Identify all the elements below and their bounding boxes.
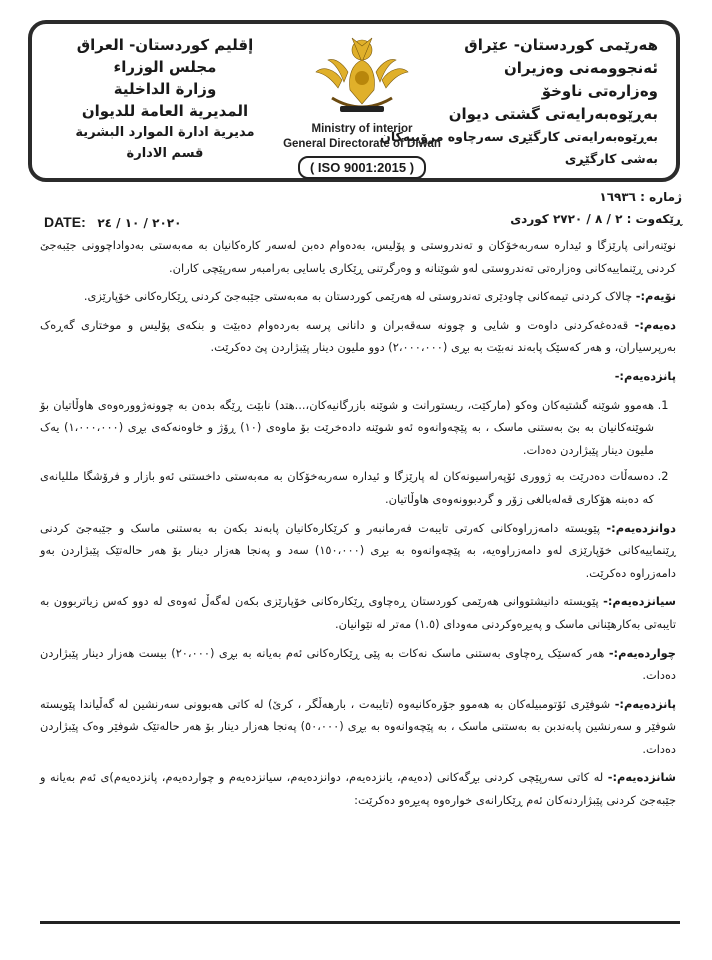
directorate-name-en: General Directorate of Diwan	[283, 138, 441, 150]
clause-label: دوانزدەیەم:-	[606, 520, 676, 535]
arabic-line: المديرية العامة للديوان	[81, 102, 249, 120]
intro-paragraph: نوێنەرانی پارێزگا و ئیدارە سەربەخۆکان و تەندروستی و پۆلیس، بەدەوام دەبن لەسەر کارەکانیان بە مەبەستی بەدواداچوونی جێبەجێ کردنی ڕێنماییەکانی وەزارەتی تەندروستی لەو شوێنانە و وەرگرتنی ڕێکاری یاسایی بەرامبەر سەرپێچی کاران.	[40, 238, 676, 275]
clause-text: لە کاتی سەرپێچی کردنی بڕگەکانی (دەیەم، یانزدەیەم، دوانزدەیەم، سیانزدەیەم و چواردەیەم، پانزدەیەم)ی ئەم بەیانە و جێبەجێ کردنی پێبژاردنەکان ئەم ڕێکارانەی خوارەوە پەیڕەو دەکرێت:	[40, 770, 676, 808]
kurdish-line: وەزارەتی ناوخۆ	[541, 82, 658, 100]
arabic-line: مجلس الوزراء	[113, 58, 217, 76]
clause-label: شانزدەیەم:-	[607, 770, 676, 785]
clause-label: پانزدەیەم:-	[614, 696, 676, 711]
date-label: DATE:	[44, 214, 86, 230]
clause-label: سیانزدەیەم:-	[603, 594, 676, 609]
letterhead-arabic	[50, 34, 280, 164]
clause-label: نۆیەم:-	[635, 289, 676, 304]
clause-text: هەر کەسێک ڕەچاوی بەستنی ماسک نەکات بە پێی ڕێکارەکانی ئەم بەیانە بە بڕی (٢٠،٠٠٠) بیست هەزار دینار پێبژاردن دەدات.	[40, 645, 676, 683]
letterhead-center	[277, 32, 447, 179]
document-date	[44, 212, 181, 231]
clause-text: چالاک کردنی تیمەکانی چاودێری تەندروستی لە هەرێمی کوردستان بە مەبەستی جێبەجێ کردنی ڕێکارەکانی خۆپارێزی.	[83, 289, 636, 304]
clause-fifteenth-list	[40, 394, 676, 511]
kurdish-line: بەڕێوەبەرایەتی گشتی دیوان	[448, 105, 658, 123]
reference-kurdish-date: ڕێکەوت : ٢ / ٨ / ٢٧٢٠ کوردی	[510, 212, 682, 226]
clause-fifteenth-title: پانزدەیەم:-	[614, 368, 676, 383]
clause-fourteenth	[40, 642, 676, 687]
clause-thirteenth	[40, 590, 676, 635]
list-item: 1. هەموو شوێنە گشتیەکان وەکو (مارکێت، ریستورانت و شوێنە بازرگانیەکان،...هتد) نابێت ڕێگە بدەن بە چوونەژوورەوەی هاوڵاتیان بۆ شوێنەکانیان بە بێ بەستنی ماسک ، بە پێچەوانەوە ئەو شوێنە دادەخرێت بۆ ماوەی (١٠) ڕۆژ و خاوەنەکەی بڕی (١،٠٠٠،٠٠٠) یەک ملیون دینار پێبژاردن دەدات.	[40, 394, 654, 462]
ministry-name-en: Ministry of interior	[311, 123, 413, 135]
clause-label: دەیەم:-	[634, 317, 676, 332]
clause-text: پێویستە دانیشتووانی هەرێمی کوردستان ڕەچاوی ڕێکارەکانی خۆپارێزی بکەن لەگەڵ ئەوەی لە دوو کەس زیاتربوون بە تایبەتی بەکارهێنانی ماسک و پەیڕەوکردنی مەودای (١.٥) مەتر لە نێوانیان.	[40, 594, 676, 631]
document-body	[40, 234, 676, 818]
iso-badge: ( ISO 9001:2015 )	[298, 156, 426, 179]
date-value: ٢٠٢٠ / ١٠ / ٢٤	[97, 216, 182, 230]
clause-text: پێویستە دامەزراوەکانی کەرتی تایبەت فەرمانبەر و کرێکارەکانیان پابەند بکەن بە بەستنی ماسک و جێبەجێ کردنی ڕێنماییەکانی خۆپارێزی لەو دامەزراوەیە، بە پێچەوانەوە بە بڕی (١٥٠،٠٠٠) سەد و پەنجا هەزار دینار بۆ هەر حالەتێک پێبژاردن بەو دامەزراوە دەکرێت.	[40, 520, 676, 580]
kurdish-line: هەرێمی کوردستان- عێراق	[464, 36, 658, 54]
kurdistan-eagle-emblem-icon	[312, 32, 412, 122]
arabic-line: قسم الادارة	[126, 146, 204, 161]
clause-sixteenth	[40, 766, 676, 811]
arabic-line: وزارة الداخلية	[113, 80, 217, 98]
list-item: 2. دەسەڵات دەدرێت بە ژووری ئۆپەراسیونەکان لە پارێزگا و ئیدارە سەربەخۆکان بە مەبەستی داخستنی ئەو بازار و فرۆشگا مللیانەی کە دەبنە هۆکاری قەلەبالغی زۆر و گردبوونەوەی هاوڵاتیان.	[40, 465, 654, 510]
kurdish-line: بەشی کارگێڕی	[564, 151, 658, 166]
clause-tenth	[40, 314, 676, 359]
arabic-line: إقليم كوردستان- العراق	[76, 36, 254, 54]
clause-label: چواردەیەم:-	[608, 645, 677, 660]
clause-fifteenth	[40, 693, 676, 761]
arabic-line: مديرية ادارة الموارد البشرية	[75, 125, 255, 140]
kurdish-line: ئەنجوومەنی وەزیران	[503, 59, 658, 77]
letterhead-frame	[28, 20, 680, 182]
kurdish-line: بەڕێوەبەرایەتی کارگێڕی سەرچاوە مرۆییەکان	[380, 129, 658, 144]
clause-twelfth	[40, 517, 676, 585]
reference-number: ژمارە : ١٦٩٣٦	[599, 190, 682, 204]
footer-divider	[40, 921, 680, 924]
clause-text: شوفێری ئۆتومبیلەکان بە هەموو جۆرەکانیەوە (تایبەت ، بارهەڵگر ، کرێ) لە کاتی هەبوونی سەرنشین لە گەڵیاندا پێویستە شوفێر و سەرنشین پابەندبن بە بەستنی ماسک ، بە پێچەوانەوە بە بڕی (٥٠،٠٠٠) پەنجا هەزار دینار بۆ هەر حالەتێک شوفێر وەک پێبژاردن دەدات.	[40, 696, 677, 756]
clause-text: قەدەغەکردنی داوەت و شایی و چوونە سەقەبران و دانانی پرسە بەردەوام دەبێت و بنکەی پۆلیس و موختاری گەڕەک بەرپرسیاران، و هەر کەسێک پابەند نەبێت بە بڕی (٢،٠٠٠،٠٠٠) دوو ملیون دینار پێبژاردن پێ دەکرێت.	[40, 317, 676, 355]
clause-ninth	[40, 285, 676, 308]
